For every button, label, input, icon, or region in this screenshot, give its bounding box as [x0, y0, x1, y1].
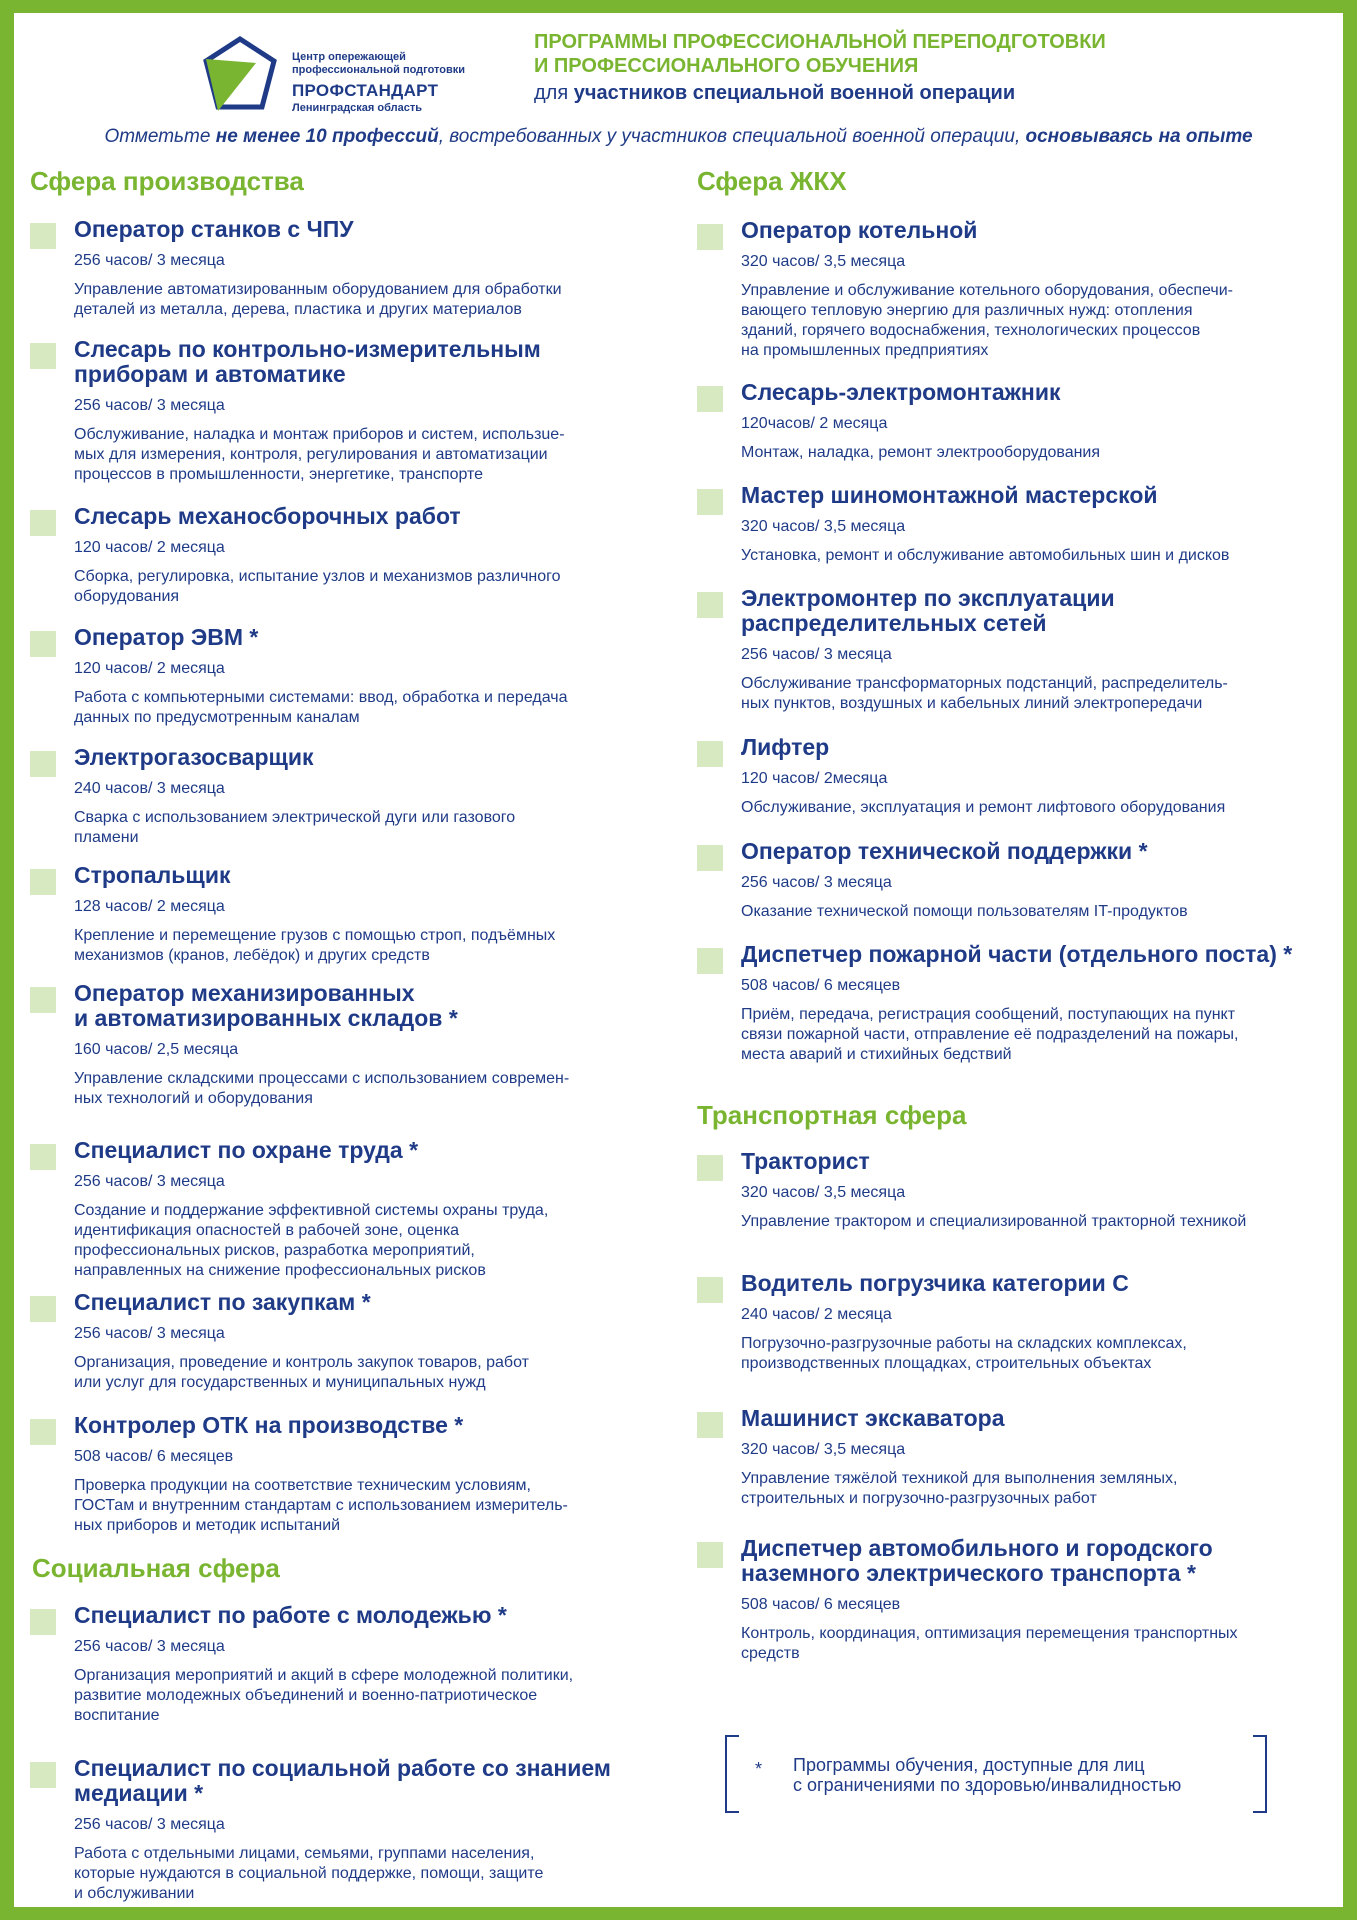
profession-name — [741, 1271, 1129, 1296]
profession-checkbox[interactable] — [30, 1419, 56, 1445]
profession-description-line: Работа с отдельными лицами, семьями, группами населения, — [74, 1845, 535, 1862]
profession-description-line: ных технологий и оборудования — [74, 1090, 313, 1107]
profession-checkbox[interactable] — [697, 489, 723, 515]
profession-description-line: средств — [741, 1645, 800, 1662]
profession-hours: 320 часов/ 3,5 месяца — [741, 518, 906, 535]
profession-description-line: Установка, ремонт и обслуживание автомобильных шин и дисков — [741, 547, 1230, 564]
profession-name — [74, 1603, 507, 1628]
profession-name-line: Оператор котельной — [741, 217, 978, 243]
profession-hours: 120 часов/ 2месяца — [741, 770, 888, 787]
profession-description — [741, 281, 1233, 361]
profession-description — [74, 567, 561, 607]
profession-name — [741, 1536, 1213, 1586]
profession-description-line: развитие молодежных объединений и военно-патриотическое — [74, 1687, 538, 1704]
profession-description-line: Сварка с использованием электрической дуги или газового — [74, 809, 516, 826]
profession-name — [74, 217, 354, 242]
document-sheet — [14, 13, 1343, 1907]
profession-name-line: Специалист по работе с молодежью * — [74, 1602, 507, 1628]
profession-description — [74, 926, 555, 966]
document-title — [534, 30, 1334, 106]
profession-description — [741, 798, 1225, 818]
profession-name — [74, 1138, 418, 1163]
profession-hours: 256 часов/ 3 месяца — [741, 874, 892, 891]
profession-hours: 320 часов/ 3,5 месяца — [741, 253, 906, 270]
logo-region: Ленинградская область — [292, 102, 422, 114]
profession-description-line: места аварий и стихийных бедствий — [741, 1046, 1012, 1063]
footnote — [725, 1735, 1267, 1813]
profession-description-line: профессиональных рисков, разработка мероприятий, — [74, 1242, 475, 1259]
profession-checkbox[interactable] — [697, 1412, 723, 1438]
profession-checkbox[interactable] — [697, 741, 723, 767]
profession-description-line: Обслуживание, наладка и монтаж приборов и систем, использue- — [74, 426, 565, 443]
profession-name-line: Лифтер — [741, 734, 830, 760]
profession-description — [74, 1353, 529, 1393]
profession-description-line: строительных и погрузочно-разгрузочных работ — [741, 1490, 1097, 1507]
header — [14, 13, 1343, 131]
profession-name-line: приборам и автоматике — [74, 361, 346, 387]
profession-description-line: связи пожарной части, отправление её подразделений на пожары, — [741, 1026, 1239, 1043]
profession-name — [74, 625, 258, 650]
profession-name — [74, 981, 458, 1031]
footnote-line-2: с ограничениями по здоровью/инвалидностью — [793, 1775, 1182, 1795]
profession-checkbox[interactable] — [697, 592, 723, 618]
logo-line-2: профессиональной подготовки — [292, 64, 466, 76]
profession-hours: 160 часов/ 2,5 месяца — [74, 1041, 239, 1058]
profession-description-line: Организация, проведение и контроль закупок товаров, работ — [74, 1354, 529, 1371]
profession-name-line: Оператор ЭВМ * — [74, 624, 259, 650]
profession-name — [74, 745, 314, 770]
profession-description — [74, 808, 515, 848]
section-title-social: Социальная сфера — [32, 1553, 280, 1583]
profession-description — [741, 674, 1228, 714]
profession-hours: 120 часов/ 2 месяца — [74, 660, 225, 677]
profession-description-line: Обслуживание, эксплуатация и ремонт лифтового оборудования — [741, 799, 1226, 816]
profession-description-line: пламени — [74, 829, 139, 846]
profession-description-line: Погрузочно-разгрузочные работы на складских комплексах, — [741, 1335, 1187, 1352]
profession-description-line: производственных площадках, строительных объектах — [741, 1355, 1152, 1372]
profession-description — [74, 1201, 548, 1281]
profession-description — [74, 280, 562, 320]
profession-hours: 120часов/ 2 месяца — [741, 415, 888, 432]
profession-name — [74, 1290, 371, 1315]
footnote-bracket-right — [1253, 1735, 1267, 1813]
profession-checkbox[interactable] — [30, 631, 56, 657]
title-line-3-bold: участников специальной военной операции — [573, 82, 1016, 104]
profession-description-line: воспитание — [74, 1707, 160, 1724]
profession-checkbox[interactable] — [697, 1542, 723, 1568]
profession-checkbox[interactable] — [30, 987, 56, 1013]
profession-hours: 256 часов/ 3 месяца — [741, 646, 892, 663]
profession-name — [741, 1406, 1005, 1431]
profession-description-line: процессов в промышленности, энергетике, транспорте — [74, 466, 484, 483]
profession-hours: 256 часов/ 3 месяца — [74, 1638, 225, 1655]
profession-checkbox[interactable] — [697, 224, 723, 250]
logo-line-1: Центр опережающей — [292, 51, 406, 63]
profession-name-line: Диспетчер автомобильного и городского — [741, 1535, 1213, 1561]
profession-description — [74, 1666, 573, 1726]
profession-name-line: Слесарь механосборочных работ — [74, 503, 461, 529]
section-title-housing: Сфера ЖКХ — [697, 166, 847, 196]
profession-name-line: Машинист экскаватора — [741, 1405, 1005, 1431]
profession-description-line: Управление и обслуживание котельного оборудования, обеспечи- — [741, 282, 1233, 299]
profession-description — [74, 1069, 569, 1109]
profession-checkbox[interactable] — [30, 1296, 56, 1322]
profession-description-line: Управление складскими процессами с использованием современ- — [74, 1070, 570, 1087]
profession-description-line: зданий, горячего водоснабжения, технологических процессов — [741, 322, 1201, 339]
profession-name-line: Электромонтер по эксплуатации — [741, 585, 1115, 611]
profession-name-line: и автоматизированных складов * — [74, 1005, 458, 1031]
profession-checkbox[interactable] — [697, 845, 723, 871]
profession-hours: 508 часов/ 6 месяцев — [741, 977, 901, 994]
profession-hours: 320 часов/ 3,5 месяца — [741, 1441, 906, 1458]
profession-name — [741, 839, 1148, 864]
profession-name-line: Оператор механизированных — [74, 980, 415, 1006]
profession-checkbox[interactable] — [697, 386, 723, 412]
profession-name-line: Контролер ОТК на производстве * — [74, 1412, 464, 1438]
profession-description-line: оборудования — [74, 588, 180, 605]
profession-name — [74, 337, 541, 387]
profession-description-line: Монтаж, наладка, ремонт электрооборудования — [741, 444, 1101, 461]
profession-description — [74, 688, 567, 728]
profession-hours: 256 часов/ 3 месяца — [74, 1173, 225, 1190]
profession-checkbox[interactable] — [30, 1609, 56, 1635]
profession-hours: 508 часов/ 6 месяцев — [741, 1596, 901, 1613]
footnote-line-1: Программы обучения, доступные для лиц — [793, 1755, 1145, 1775]
profession-name-line: Слесарь-электромонтажник — [741, 379, 1061, 405]
profession-name-line: Оператор технической поддержки * — [741, 838, 1148, 864]
profession-description — [741, 546, 1229, 566]
profession-description-line: данных по предусмотренным каналам — [74, 709, 360, 726]
profession-checkbox[interactable] — [30, 751, 56, 777]
profession-name-line: медиации * — [74, 1780, 204, 1806]
footnote-star: * — [755, 1759, 763, 1779]
profession-description-line: Проверка продукции на соответствие техническим условиям, — [74, 1477, 531, 1494]
profession-hours: 256 часов/ 3 месяца — [74, 252, 225, 269]
profession-description-line: Управление трактором и специализированной тракторной техникой — [741, 1213, 1247, 1230]
profession-name — [741, 218, 977, 243]
profession-hours: 120 часов/ 2 месяца — [74, 539, 225, 556]
profession-name-line: Слесарь по контрольно-измерительным — [74, 336, 541, 362]
footnote-text — [793, 1755, 1181, 1795]
profession-checkbox[interactable] — [30, 869, 56, 895]
profession-description-line: Сборка, регулировка, испытание узлов и механизмов различного — [74, 568, 561, 585]
profession-hours: 240 часов/ 2 месяца — [741, 1306, 892, 1323]
section-title-production: Сфера производства — [30, 166, 304, 196]
profession-description-line: Приём, передача, регистрация сообщений, поступающих на пункт — [741, 1006, 1236, 1023]
profession-description-line: Крепление и перемещение грузов с помощью строп, подъёмных — [74, 927, 556, 944]
profession-description — [74, 425, 565, 485]
profession-description-line: вающего тепловую энергию для различных нужд: отопления — [741, 302, 1193, 319]
profession-name — [74, 863, 230, 888]
intro-part-2: , востребованных у участников специальной военной операции, — [438, 126, 1026, 147]
profession-description — [74, 1844, 543, 1904]
intro-bold-2: основываясь на опыте — [1025, 126, 1253, 147]
profession-description-line: механизмов (кранов, лебёдок) и других средств — [74, 947, 430, 964]
profession-description-line: идентификация опасностей в рабочей зоне, оценка — [74, 1222, 460, 1239]
logo — [200, 33, 500, 129]
profession-description-line: или услуг для государственных и муниципальных нужд — [74, 1374, 486, 1391]
profession-description — [741, 443, 1100, 463]
profession-description-line: Контроль, координация, оптимизация перемещения транспортных — [741, 1625, 1238, 1642]
profession-checkbox[interactable] — [697, 1277, 723, 1303]
title-line-3 — [534, 80, 1334, 106]
profession-name — [74, 1756, 611, 1806]
profession-name — [741, 380, 1060, 405]
profession-name-line: Диспетчер пожарной части (отдельного поста) * — [741, 941, 1293, 967]
profession-description-line: Управление тяжёлой техникой для выполнения земляных, — [741, 1470, 1178, 1487]
profession-hours: 256 часов/ 3 месяца — [74, 1325, 225, 1342]
profession-name — [741, 586, 1115, 636]
profession-description — [741, 1334, 1187, 1374]
profession-description-line: Работа с компьютерными системами: ввод, обработка и передача — [74, 689, 568, 706]
profession-hours: 128 часов/ 2 месяца — [74, 898, 225, 915]
profession-name-line: распределительных сетей — [741, 610, 1047, 636]
intro-instruction — [14, 126, 1343, 148]
profession-hours: 240 часов/ 3 месяца — [74, 780, 225, 797]
profession-name-line: Мастер шиномонтажной мастерской — [741, 482, 1158, 508]
intro-part-1: Отметьте — [104, 126, 216, 147]
profession-description-line: Организация мероприятий и акций в сфере молодежной политики, — [74, 1667, 574, 1684]
profession-name-line: Специалист по закупкам * — [74, 1289, 371, 1315]
profession-name — [741, 1149, 870, 1174]
profession-description-line: Оказание технической помощи пользователям IT-продуктов — [741, 903, 1188, 920]
profession-description — [741, 1005, 1238, 1065]
profession-checkbox[interactable] — [30, 510, 56, 536]
profession-name — [741, 483, 1158, 508]
profession-description — [74, 1476, 568, 1536]
profession-description — [741, 1212, 1246, 1232]
profession-name — [741, 942, 1292, 967]
profession-name-line: Оператор станков с ЧПУ — [74, 216, 354, 242]
footnote-bracket-left — [725, 1735, 739, 1813]
profession-name-line: Электрогазосварщик — [74, 744, 314, 770]
profession-description-line: которые нуждаются в социальной поддержке, помощи, защите — [74, 1865, 544, 1882]
profession-hours: 256 часов/ 3 месяца — [74, 1816, 225, 1833]
profession-description-line: ГОСТам и внутренним стандартам с использованием измеритель- — [74, 1497, 568, 1514]
profession-checkbox[interactable] — [30, 343, 56, 369]
profession-description-line: ных приборов и методик испытаний — [74, 1517, 341, 1534]
profession-name — [74, 1413, 463, 1438]
logo-brand: ПРОФСТАНДАРТ — [292, 81, 439, 100]
profession-hours: 256 часов/ 3 месяца — [74, 397, 225, 414]
profession-checkbox[interactable] — [30, 223, 56, 249]
profession-checkbox[interactable] — [30, 1762, 56, 1788]
profession-name-line: Водитель погрузчика категории С — [741, 1270, 1129, 1296]
profession-description — [741, 1624, 1238, 1664]
profession-name-line: Стропальщик — [74, 862, 231, 888]
profession-name — [741, 735, 829, 760]
profession-hours: 508 часов/ 6 месяцев — [74, 1448, 234, 1465]
profession-checkbox[interactable] — [697, 1155, 723, 1181]
profession-description-line: мых для измерения, контроля, регулирования и автоматизации — [74, 446, 548, 463]
profession-description-line: и обслуживании — [74, 1885, 195, 1902]
profession-description-line: деталей из металла, дерева, пластика и других материалов — [74, 301, 522, 318]
section-title-transport: Транспортная сфера — [697, 1100, 967, 1130]
profession-description — [741, 902, 1188, 922]
profession-description-line: направленных на снижение профессиональных рисков — [74, 1262, 486, 1279]
profession-name — [74, 504, 461, 529]
title-line-1: ПРОГРАММЫ ПРОФЕССИОНАЛЬНОЙ ПЕРЕПОДГОТОВКИ — [534, 31, 1106, 53]
logo-text — [292, 51, 465, 115]
profession-checkbox[interactable] — [697, 948, 723, 974]
profession-hours: 320 часов/ 3,5 месяца — [741, 1184, 906, 1201]
title-line-2: И ПРОФЕССИОНАЛЬНОГО ОБУЧЕНИЯ — [534, 55, 919, 77]
profession-description-line: Создание и поддержание эффективной системы охраны труда, — [74, 1202, 549, 1219]
title-line-3-prefix: для — [534, 82, 574, 104]
profession-checkbox[interactable] — [30, 1144, 56, 1170]
profession-description-line: Обслуживание трансформаторных подстанций, распределитель- — [741, 675, 1228, 692]
profession-name-line: наземного электрического транспорта * — [741, 1560, 1196, 1586]
profession-name-line: Тракторист — [741, 1148, 870, 1174]
profession-description — [741, 1469, 1178, 1509]
profession-description-line: Управление автоматизированным оборудованием для обработки — [74, 281, 562, 298]
pentagon-logo-icon — [200, 33, 280, 117]
profession-name-line: Специалист по охране труда * — [74, 1137, 419, 1163]
intro-bold-1: не менее 10 профессий — [215, 126, 439, 147]
profession-description-line: ных пунктов, воздушных и кабельных линий электропередачи — [741, 695, 1203, 712]
profession-name-line: Специалист по социальной работе со знанием — [74, 1755, 611, 1781]
profession-description-line: на промышленных предприятиях — [741, 342, 989, 359]
